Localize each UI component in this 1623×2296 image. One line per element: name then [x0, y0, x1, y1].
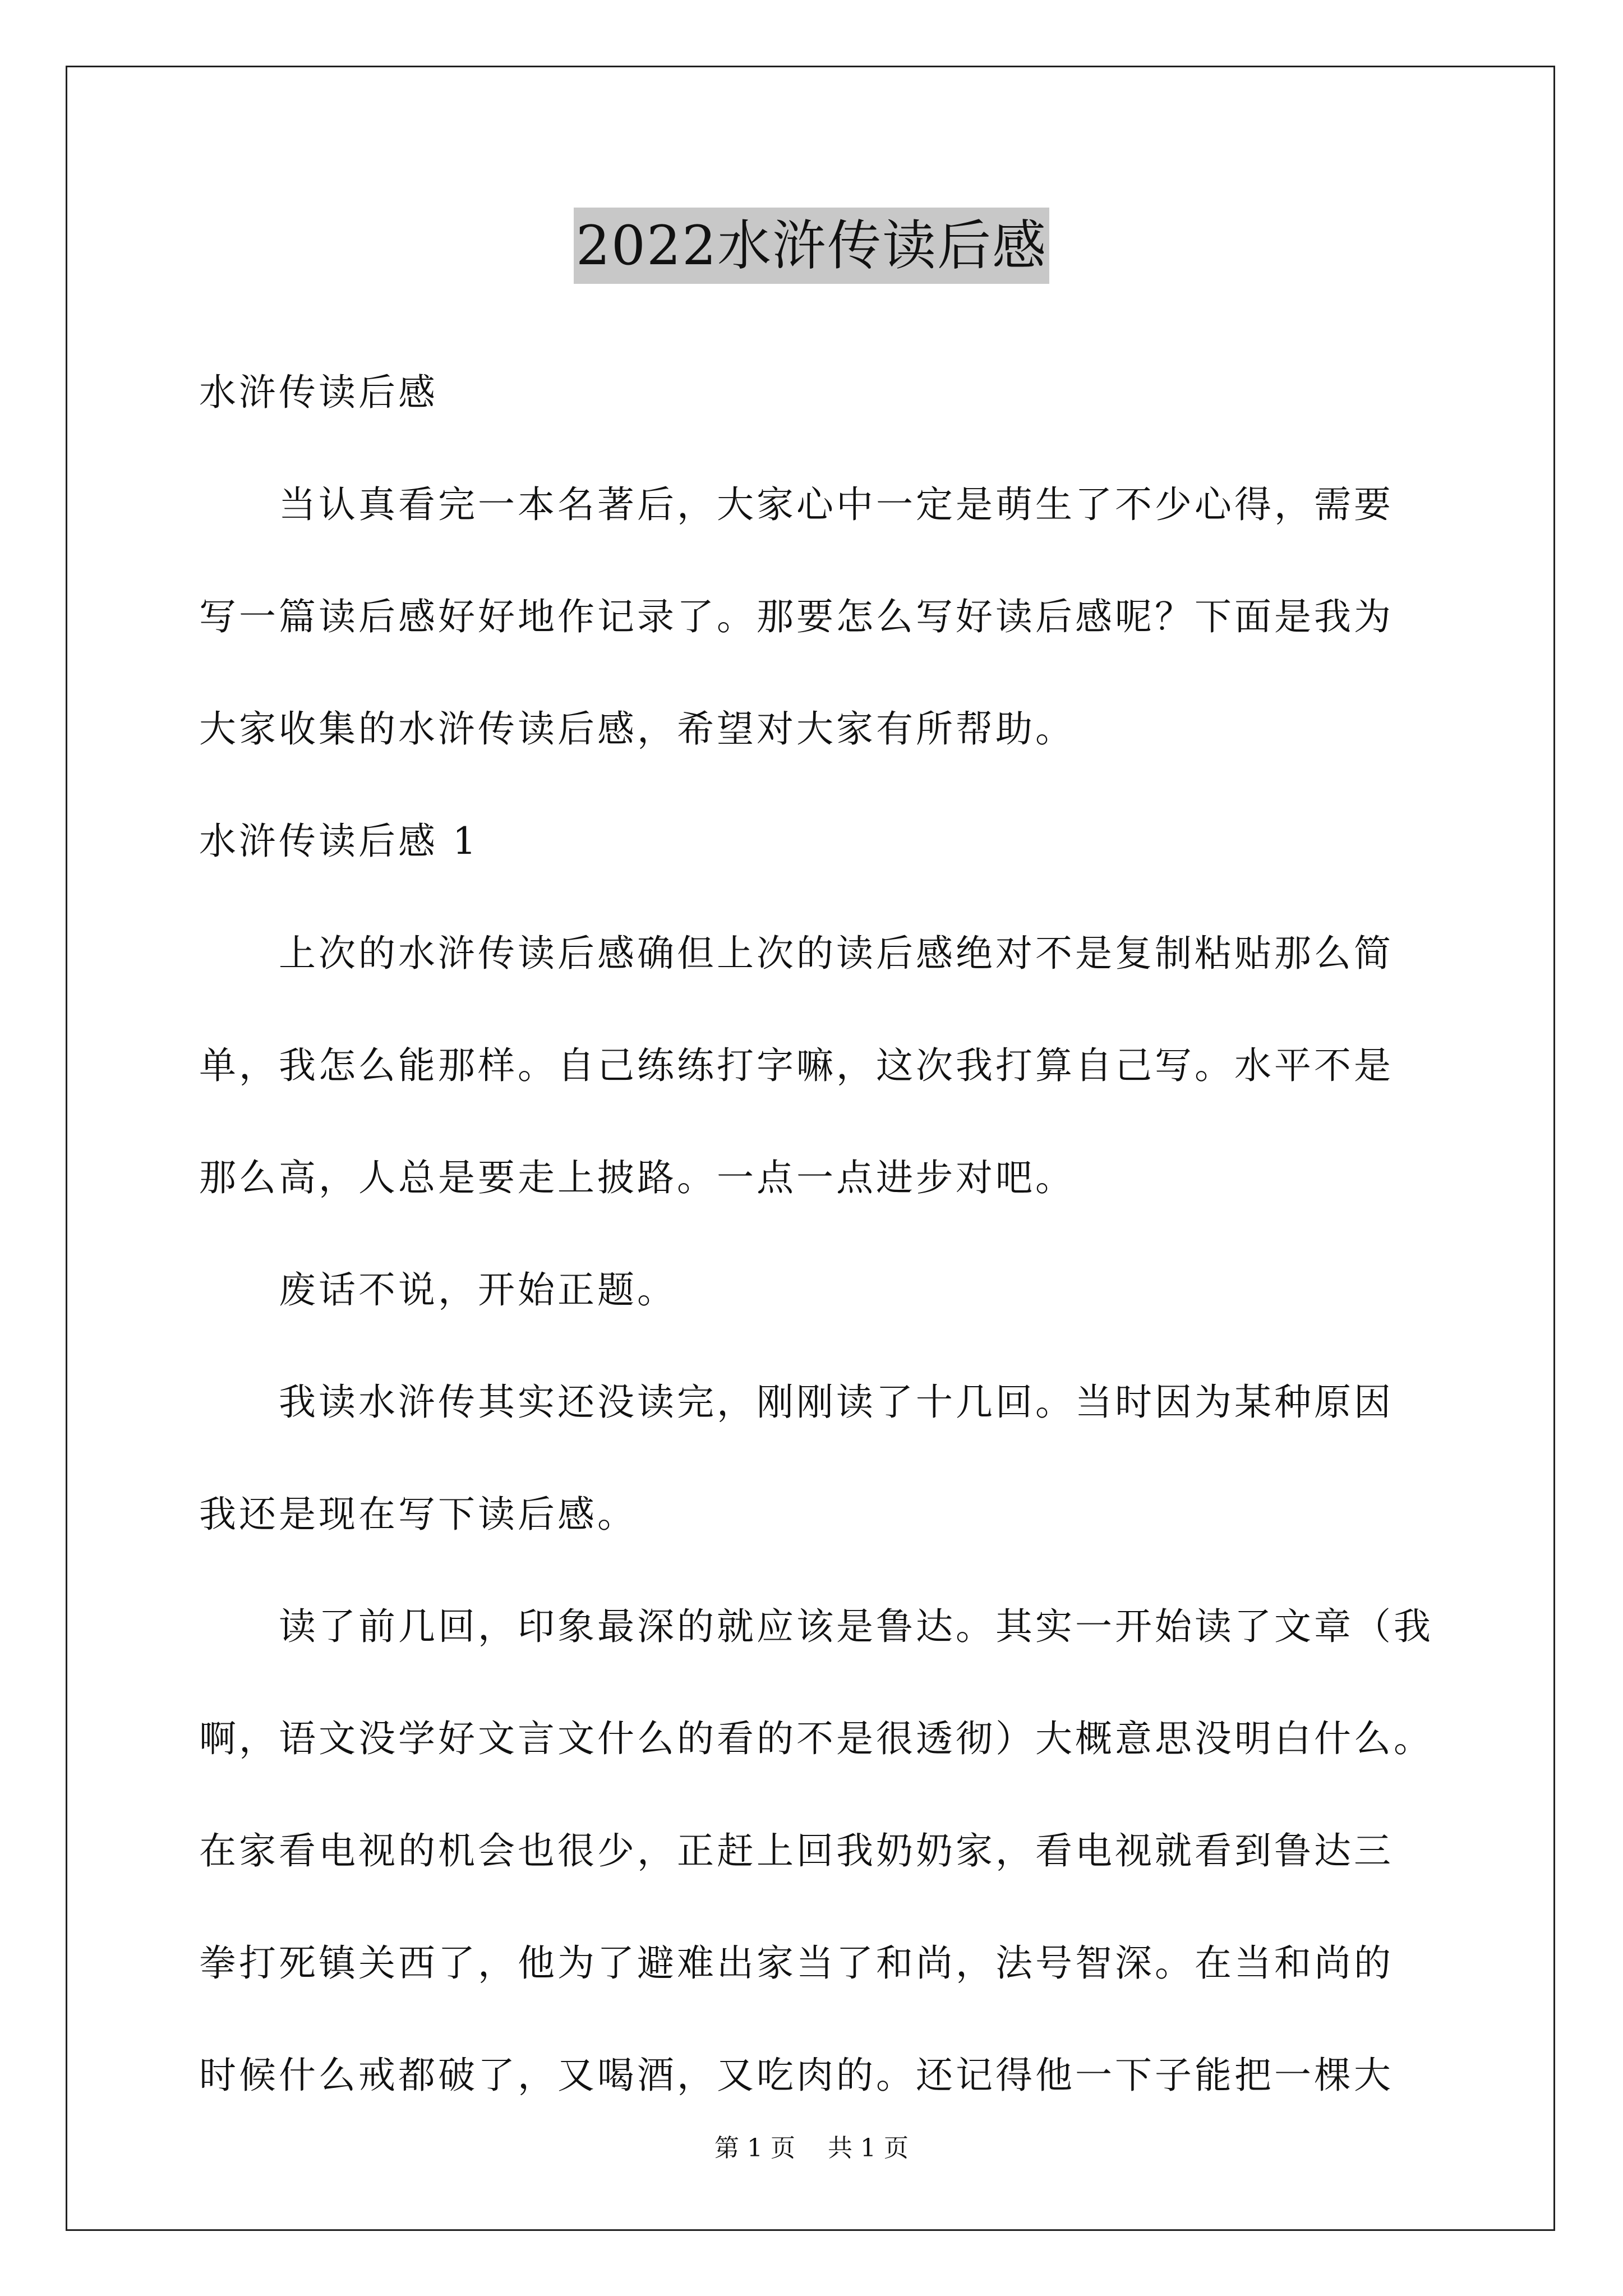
title-container [0, 208, 1623, 284]
document-title: 2022水浒传读后感 [574, 208, 1049, 284]
section-heading: 水浒传读后感 1 [199, 820, 479, 863]
text-line: 读了前几回，印象最深的就应该是鲁达。其实一开始读了文章（我 [199, 1605, 1433, 1648]
text-line: 在家看电视的机会也很少，正赶上回我奶奶家，看电视就看到鲁达三 [199, 1829, 1394, 1872]
text-line: 当认真看完一本名著后，大家心中一定是萌生了不少心得，需要 [199, 483, 1394, 526]
text-line: 我还是现在写下读后感。 [199, 1493, 637, 1536]
text-line: 那么高，人总是要走上披路。一点一点进步对吧。 [199, 1156, 1075, 1199]
page-footer [0, 2132, 1623, 2165]
text-line: 写一篇读后感好好地作记录了。那要怎么写好读后感呢？下面是我为 [199, 595, 1394, 638]
text-line: 我读水浒传其实还没读完，刚刚读了十几回。当时因为某种原因 [199, 1381, 1394, 1424]
text-line: 上次的水浒传读后感确但上次的读后感绝对不是复制粘贴那么简 [199, 932, 1394, 975]
text-line: 大家收集的水浒传读后感，希望对大家有所帮助。 [199, 707, 1075, 751]
page-total: 共 1 页 [828, 2134, 909, 2162]
text-line: 单，我怎么能那样。自己练练打字嘛，这次我打算自己写。水平不是 [199, 1044, 1394, 1087]
text-line: 拳打死镇关西了，他为了避难出家当了和尚，法号智深。在当和尚的 [199, 1941, 1394, 1985]
text-line: 时候什么戒都破了，又喝酒，又吃肉的。还记得他一下子能把一棵大 [199, 2054, 1394, 2097]
page-number: 第 1 页 [714, 2134, 795, 2162]
document-body [199, 337, 1433, 2132]
text-line: 废话不说，开始正题。 [199, 1268, 677, 1312]
text-line: 啊，语文没学好文言文什么的看的不是很透彻）大概意思没明白什么。 [199, 1717, 1433, 1760]
section-heading: 水浒传读后感 [199, 371, 438, 414]
